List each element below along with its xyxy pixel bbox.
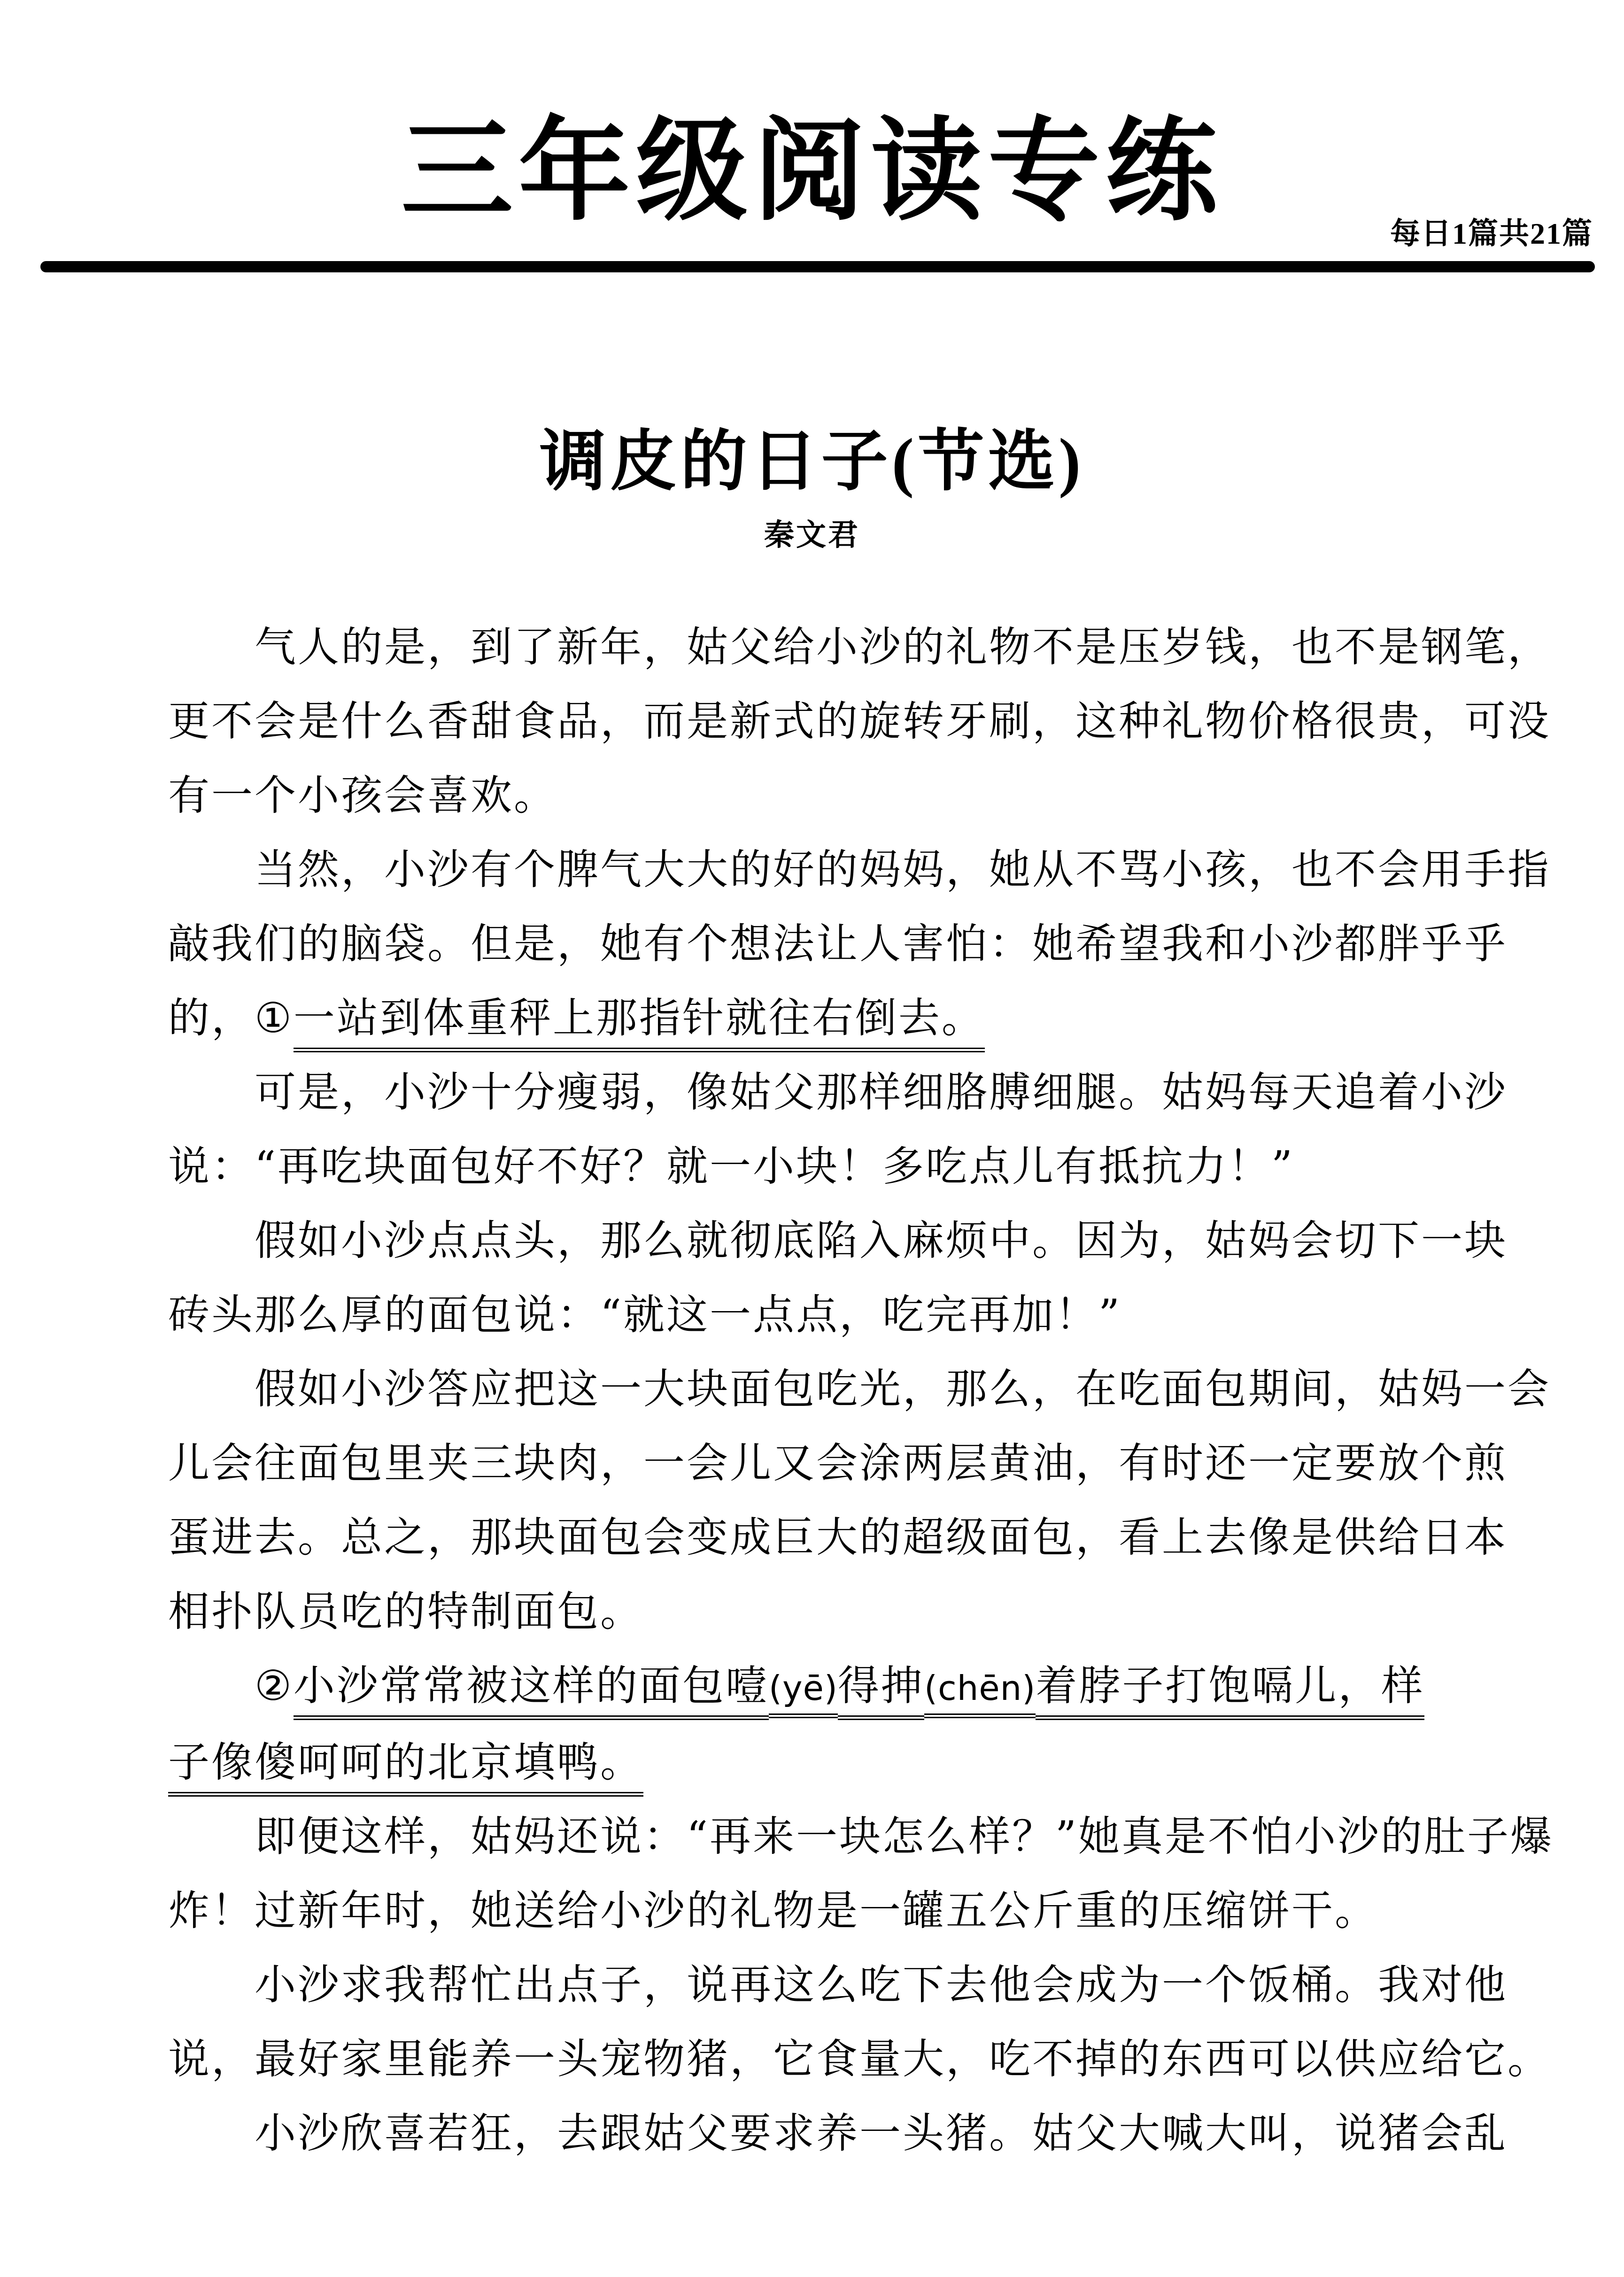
article-body (168, 610, 1554, 2170)
text-line (168, 1129, 1488, 1204)
text-segment: 可是，小沙十分瘦弱，像姑父那样细胳膊细腿。姑妈每天追着小沙 (255, 1068, 1508, 1116)
text-segment: 更不会是什么香甜食品，而是新式的旋转牙刷，这种礼物价格很贵，可没 (168, 697, 1551, 745)
pinyin-annotation: (yē) (769, 1668, 838, 1718)
text-segment: 气人的是，到了新年，姑父给小沙的礼物不是压岁钱，也不是钢笔， (255, 623, 1551, 671)
text-line (168, 1204, 1508, 1278)
text-segment: 假如小沙答应把这一大块面包吃光，那么，在吃面包期间，姑妈一会 (255, 1365, 1551, 1413)
text-segment: 小沙欣喜若狂，去跟姑父要求养一头猪。姑父大喊大叫，说猪会乱 (255, 2109, 1508, 2157)
underlined-text: 小沙常常被这样的面包噎 (294, 1661, 769, 1720)
text-segment: 即便这样，姑妈还说：“再来一块怎么样？”她真是不怕小沙的肚子爆 (255, 1812, 1554, 1860)
text-line (168, 2022, 1551, 2096)
text-segment: 蛋进去。总之，那块面包会变成巨大的超级面包，看上去像是供给日本 (168, 1513, 1508, 1561)
text-line (168, 610, 1551, 684)
text-line (168, 1500, 1508, 1575)
sentence-marker: ② (255, 1661, 294, 1710)
text-segment: 砖头那么厚的面包说：“就这一点点，吃完再加！” (168, 1290, 1121, 1339)
page-title: 三年级阅读专练 (401, 110, 1223, 234)
underlined-text: 一站到体重秤上那指针就往右倒去。 (294, 994, 985, 1052)
text-segment: 当然，小沙有个脾气大大的好的妈妈，她从不骂小孩，也不会用手指 (255, 845, 1551, 894)
article-author: 秦文君 (764, 518, 860, 552)
underlined-text: 子像傻呵呵的北京填鸭。 (168, 1738, 643, 1797)
text-line (168, 1649, 1488, 1725)
text-line (168, 1799, 1554, 1874)
underlined-text: 着脖子打饱嗝儿，样 (1036, 1661, 1424, 1720)
text-line (168, 833, 1551, 907)
text-segment: 假如小沙点点头，那么就彻底陷入麻烦中。因为，姑妈会切下一块 (255, 1216, 1508, 1265)
text-segment: 炸！过新年时，她送给小沙的礼物是一罐五公斤重的压缩饼干。 (168, 1886, 1378, 1935)
text-line (168, 1725, 1488, 1799)
text-segment: 说：“再吃块面包好不好？就一小块！多吃点儿有抵抗力！” (168, 1142, 1294, 1190)
text-line (168, 1055, 1508, 1129)
sentence-marker: ① (255, 994, 294, 1042)
text-segment: 相扑队员吃的特制面包。 (168, 1587, 644, 1636)
header-divider (40, 261, 1595, 272)
text-line (168, 1278, 1488, 1352)
text-segment: 的， (168, 994, 255, 1042)
pinyin-annotation: (chēn) (924, 1668, 1036, 1718)
text-segment: 敲我们的脑袋。但是，她有个想法让人害怕：她希望我和小沙都胖乎乎 (168, 919, 1508, 968)
text-line (168, 1874, 1488, 1948)
text-line (168, 1575, 1488, 1649)
text-segment: 儿会往面包里夹三块肉，一会儿又会涂两层黄油，有时还一定要放个煎 (168, 1439, 1508, 1487)
text-segment: 有一个小孩会喜欢。 (168, 771, 557, 819)
header-badge: 每日1篇共21篇 (1390, 217, 1593, 250)
text-line (168, 758, 1488, 833)
text-segment: 小沙求我帮忙出点子，说再这么吃下去他会成为一个饭桶。我对他 (255, 1961, 1508, 2009)
text-segment: 说，最好家里能养一头宠物猪，它食量大，吃不掉的东西可以供应给它。 (168, 2035, 1551, 2083)
text-line (168, 684, 1551, 758)
text-line (168, 981, 1488, 1055)
text-line (168, 1352, 1551, 1426)
text-line (168, 1426, 1508, 1500)
underlined-text: 得抻 (838, 1661, 924, 1720)
text-line (168, 2096, 1508, 2170)
text-line (168, 907, 1508, 981)
article-title: 调皮的日子(节选) (539, 425, 1085, 499)
text-line (168, 1948, 1508, 2022)
